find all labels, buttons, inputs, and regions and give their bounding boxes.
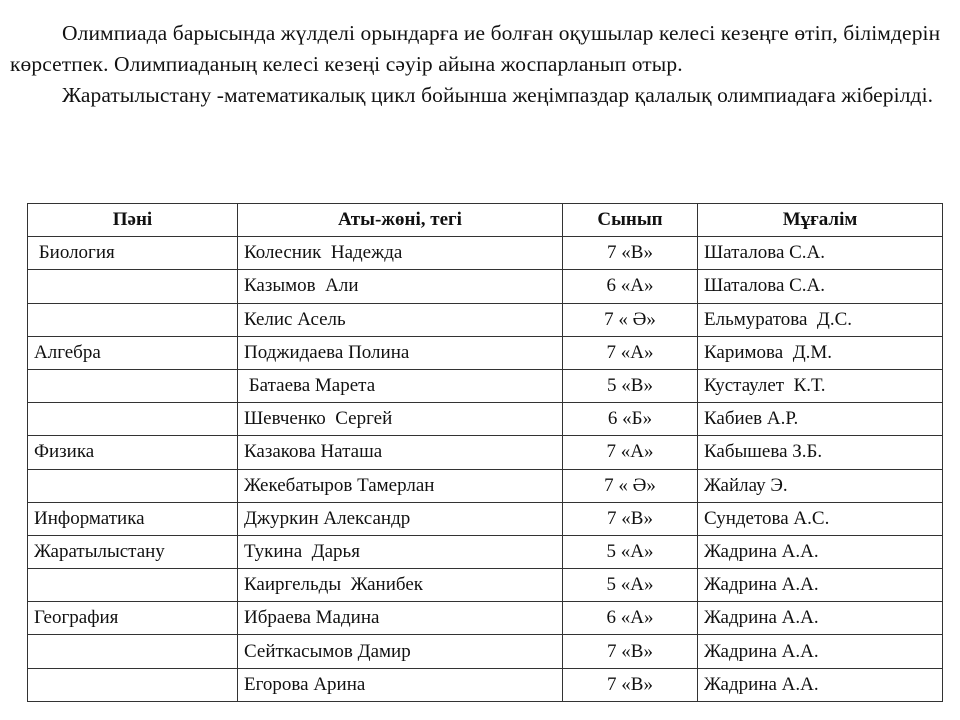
cell-name: Егорова Арина [238,668,563,701]
cell-name: Казымов Али [238,270,563,303]
cell-teacher: Кабышева З.Б. [698,436,943,469]
table-row [28,602,943,635]
cell-class: 7 «В» [563,502,698,535]
cell-subject: Физика [28,436,238,469]
cell-subject [28,569,238,602]
cell-subject: География [28,602,238,635]
cell-subject [28,469,238,502]
table-row [28,502,943,535]
table-row [28,369,943,402]
cell-subject: Алгебра [28,336,238,369]
cell-teacher: Сундетова А.С. [698,502,943,535]
cell-subject [28,303,238,336]
cell-name: Келис Асель [238,303,563,336]
intro-text [10,18,950,111]
cell-subject [28,668,238,701]
cell-class: 7 «А» [563,436,698,469]
cell-teacher: Шаталова С.А. [698,237,943,270]
cell-name: Тукина Дарья [238,535,563,568]
cell-class: 5 «В» [563,369,698,402]
cell-class: 6 «А» [563,602,698,635]
table-row [28,303,943,336]
cell-subject: Биология [28,237,238,270]
cell-class: 5 «А» [563,535,698,568]
cell-class: 6 «А» [563,270,698,303]
cell-teacher: Каримова Д.М. [698,336,943,369]
cell-teacher: Жадрина А.А. [698,635,943,668]
table-header-row [28,204,943,237]
header-subject: Пәні [28,204,238,237]
cell-class: 6 «Б» [563,403,698,436]
cell-subject [28,635,238,668]
cell-teacher: Жайлау Э. [698,469,943,502]
header-teacher: Мұғалім [698,204,943,237]
cell-class: 5 «А» [563,569,698,602]
cell-subject: Информатика [28,502,238,535]
cell-class: 7 « Ә» [563,303,698,336]
table-row [28,469,943,502]
table-body [28,237,943,702]
cell-class: 7 « Ә» [563,469,698,502]
cell-name: Жекебатыров Тамерлан [238,469,563,502]
cell-teacher: Кустаулет К.Т. [698,369,943,402]
cell-name: Батаева Марета [238,369,563,402]
table-row [28,270,943,303]
table-row [28,635,943,668]
table-row [28,668,943,701]
winners-table [27,203,943,702]
cell-name: Сейткасымов Дамир [238,635,563,668]
cell-name: Поджидаева Полина [238,336,563,369]
table-row [28,436,943,469]
cell-teacher: Жадрина А.А. [698,602,943,635]
cell-name: Каиргельды Жанибек [238,569,563,602]
cell-name: Шевченко Сергей [238,403,563,436]
cell-subject: Жаратылыстану [28,535,238,568]
cell-class: 7 «А» [563,336,698,369]
table-row [28,403,943,436]
table-row [28,569,943,602]
cell-subject [28,369,238,402]
cell-name: Колесник Надежда [238,237,563,270]
cell-name: Джуркин Александр [238,502,563,535]
header-name: Аты-жөні, тегі [238,204,563,237]
intro-paragraph: Олимпиада барысында жүлделі орындарға ие болған оқушылар келесі кезеңге өтіп, білімдерін көрсетпек. Олимпиаданың келесі кезеңі сәуір айына жоспарланып отыр. [10,21,941,76]
cell-class: 7 «В» [563,237,698,270]
cell-teacher: Кабиев А.Р. [698,403,943,436]
cell-class: 7 «В» [563,668,698,701]
table-row [28,237,943,270]
header-class: Сынып [563,204,698,237]
cell-teacher: Ельмуратова Д.С. [698,303,943,336]
cell-teacher: Жадрина А.А. [698,569,943,602]
cell-teacher: Жадрина А.А. [698,668,943,701]
cell-class: 7 «В» [563,635,698,668]
intro-paragraph: Жаратылыстану -математикалық цикл бойынша жеңімпаздар қалалық олимпиадаға жіберілді. [62,83,934,107]
cell-name: Ибраева Мадина [238,602,563,635]
cell-name: Казакова Наташа [238,436,563,469]
cell-subject [28,270,238,303]
table-row [28,535,943,568]
cell-teacher: Шаталова С.А. [698,270,943,303]
cell-subject [28,403,238,436]
cell-teacher: Жадрина А.А. [698,535,943,568]
table-row [28,336,943,369]
